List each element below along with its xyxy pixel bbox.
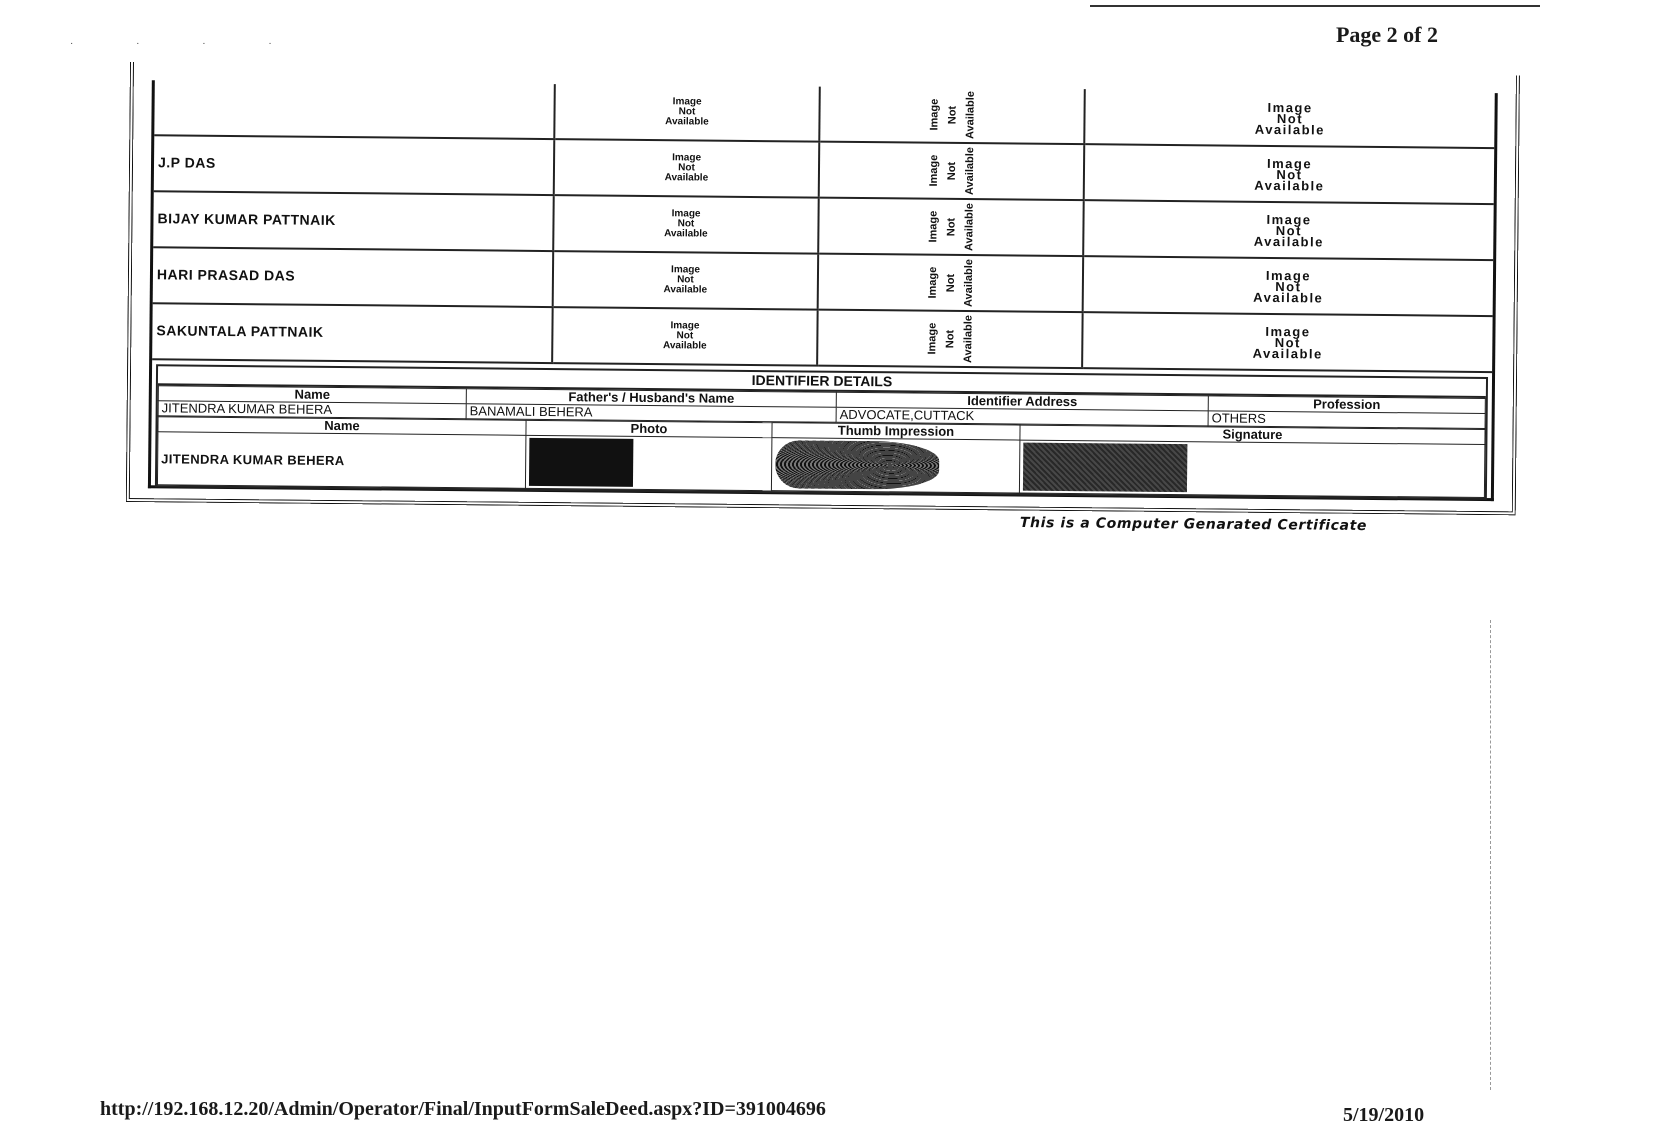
identifier-father-name: BANAMALI BEHERA <box>466 404 836 423</box>
photo-not-available-text: Not <box>677 218 695 230</box>
signature-not-available-text: Available <box>1252 345 1323 361</box>
signature-not-available <box>1089 100 1490 137</box>
thumb-not-available-text: Not <box>944 273 957 293</box>
scan-edge-mark <box>1490 620 1492 1090</box>
signature-not-available-text: Image <box>1267 99 1313 115</box>
identifier-photo <box>529 438 633 487</box>
photo-not-available-text: Not <box>678 162 695 174</box>
photo-not-available <box>559 152 814 184</box>
photo-not-available-text: Available <box>665 116 709 128</box>
signature-not-available-text: Image <box>1265 323 1311 339</box>
thumb-not-available-text: Not <box>943 329 956 349</box>
thumb-not-available-text: Available <box>961 315 975 364</box>
signature-not-available-text: Available <box>1254 121 1326 137</box>
photo-not-available-text: Available <box>663 284 708 296</box>
photo-not-available-text: Not <box>677 274 694 286</box>
member-name: SAKUNTALA PATTNAIK <box>156 322 324 340</box>
photo-not-available-text: Available <box>664 172 709 184</box>
identifier-header-name: Name <box>158 386 466 404</box>
member-row <box>152 303 1492 372</box>
identifier-header-address: Identifier Address <box>836 392 1208 411</box>
member-name-cell <box>154 80 555 139</box>
identifier-details <box>155 364 1488 500</box>
inner-frame <box>148 80 1498 501</box>
thumb-not-available <box>822 311 1078 367</box>
thumb-not-available-cell <box>818 198 1084 257</box>
photo-not-available <box>558 264 813 296</box>
signature-not-available-cell <box>1083 200 1494 260</box>
photo-not-available-text: Not <box>678 106 696 118</box>
thumb-not-available-text: Available <box>963 147 976 196</box>
photo-not-available-text: Image <box>670 320 700 332</box>
photo-not-available-cell <box>553 251 819 310</box>
images-header-name: Name <box>158 417 526 436</box>
photo-not-available-text: Image <box>671 208 701 220</box>
member-name: BIJAY KUMAR PATTNAIK <box>157 210 336 228</box>
thumb-not-available-text: Available <box>963 91 977 140</box>
identifier-name: JITENDRA KUMAR BEHERA <box>158 401 466 419</box>
signature-not-available-text: Image <box>1265 267 1312 283</box>
signature-not-available-text: Not <box>1274 334 1302 350</box>
signature-not-available-text: Available <box>1253 289 1324 305</box>
thumb-not-available-cell <box>818 254 1084 313</box>
thumb-not-available-text: Not <box>944 217 958 237</box>
signature-not-available-text: Image <box>1266 211 1312 227</box>
photo-not-available <box>558 208 813 240</box>
signature-not-available-text: Not <box>1276 110 1304 126</box>
photo-not-available-cell <box>554 84 820 142</box>
identifier-thumb-impression <box>775 440 939 490</box>
identifier-header-profession: Profession <box>1208 396 1485 414</box>
identifier-title: IDENTIFIER DETAILS <box>158 366 1486 398</box>
photo-not-available-text: Image <box>672 96 702 108</box>
photo-not-available <box>559 96 814 128</box>
signature-not-available-text: Available <box>1254 177 1325 193</box>
signature-not-available <box>1088 268 1489 305</box>
signature-not-available-cell <box>1084 89 1495 148</box>
member-name-cell <box>153 191 554 251</box>
thumb-not-available-text: Available <box>962 259 975 308</box>
thumb-not-available-cell <box>817 310 1083 369</box>
identifier-address: ADVOCATE,CUTTACK <box>836 407 1208 426</box>
identifier-images-name <box>157 432 525 489</box>
scan-specks: · · · · <box>70 38 302 49</box>
thumb-not-available-text: Image <box>927 154 940 187</box>
signature-not-available <box>1089 156 1490 193</box>
signature-not-available-text: Available <box>1253 233 1324 249</box>
members-table <box>152 80 1495 373</box>
signature-not-available-cell <box>1084 144 1495 204</box>
thumb-not-available-text: Image <box>925 322 939 355</box>
identifier-images-table <box>157 416 1486 498</box>
member-name-cell <box>154 135 555 195</box>
top-rule <box>1090 5 1540 7</box>
thumb-not-available-text: Not <box>945 105 959 125</box>
identifier-signature <box>1023 443 1187 493</box>
print-url: http://192.168.12.20/Admin/Operator/Final/InputFormSaleDeed.aspx?ID=391004696 <box>100 1098 826 1120</box>
signature-not-available-text: Image <box>1266 155 1313 171</box>
signature-not-available-text: Not <box>1275 222 1303 238</box>
signature-not-available-cell <box>1083 256 1494 316</box>
photo-not-available-cell <box>553 195 819 254</box>
signature-not-available-cell <box>1082 312 1493 372</box>
thumb-not-available-text: Image <box>927 98 941 131</box>
thumb-not-available <box>824 143 1080 199</box>
signature-not-available-text: Not <box>1276 166 1303 182</box>
photo-not-available <box>557 320 812 352</box>
signature-not-available <box>1087 324 1488 361</box>
thumb-not-available-cell <box>819 142 1085 201</box>
identifier-image-name: JITENDRA KUMAR BEHERA <box>161 450 345 468</box>
identifier-header-father: Father's / Husband's Name <box>466 389 836 408</box>
thumb-not-available-text: Image <box>926 266 939 299</box>
identifier-photo-cell <box>525 435 771 490</box>
signature-not-available-text: Not <box>1275 278 1302 294</box>
member-name: HARI PRASAD DAS <box>156 266 296 284</box>
thumb-not-available-text: Available <box>962 203 976 252</box>
identifier-thumb-cell <box>771 438 1019 493</box>
photo-not-available-text: Not <box>676 330 694 342</box>
member-name: J.P DAS <box>157 154 216 171</box>
computer-generated-note: This is a Computer Genarated Certificate <box>1019 515 1368 535</box>
document-frame <box>126 62 1520 515</box>
identifier-profession: OTHERS <box>1208 411 1485 429</box>
thumb-not-available <box>824 87 1080 143</box>
photo-not-available-text: Image <box>672 152 702 164</box>
print-date: 5/19/2010 <box>1343 1104 1425 1126</box>
thumb-not-available-text: Image <box>926 210 940 243</box>
signature-not-available <box>1088 212 1489 249</box>
photo-not-available-cell <box>552 307 818 366</box>
thumb-not-available-text: Not <box>945 161 958 181</box>
photo-not-available-text: Available <box>664 228 708 240</box>
page-number: Page 2 of 2 <box>1335 22 1438 47</box>
thumb-not-available <box>823 199 1079 255</box>
photo-not-available-text: Available <box>662 340 707 352</box>
images-header-signature: Signature <box>1020 425 1485 444</box>
images-header-thumb: Thumb Impression <box>772 423 1020 440</box>
images-header-photo: Photo <box>526 420 772 437</box>
thumb-not-available-cell <box>819 87 1085 145</box>
photo-not-available-cell <box>554 139 820 198</box>
identifier-images-row <box>157 432 1484 498</box>
member-name-cell <box>153 247 554 307</box>
thumb-not-available <box>823 255 1079 311</box>
member-name-cell <box>152 303 553 363</box>
photo-not-available-text: Image <box>671 264 701 276</box>
identifier-signature-cell <box>1019 440 1484 497</box>
